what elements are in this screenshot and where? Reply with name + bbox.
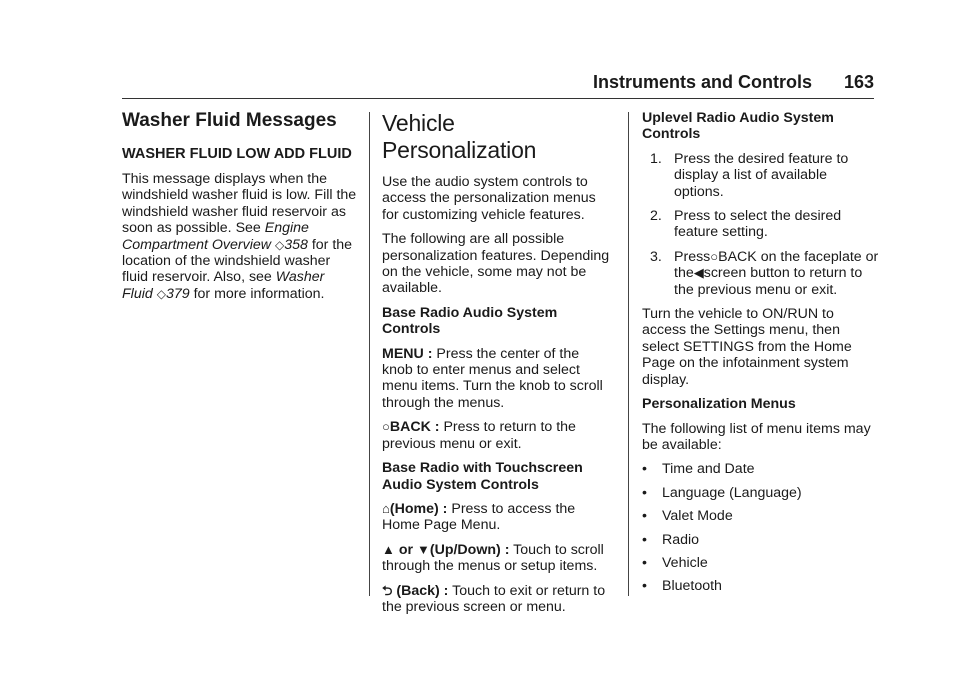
menu-items-list xyxy=(642,461,880,594)
text: This message displays when the windshield washer fluid is low. Fill the windshield washer fluid reservoir as soon as possible. See xyxy=(122,171,357,237)
menu-term: MENU : xyxy=(382,345,433,362)
list-item xyxy=(642,208,880,241)
home-text: Press to access the Home Page Menu. xyxy=(382,500,576,534)
down-arrow-icon: ▼ xyxy=(416,541,430,557)
features-paragraph: The following are all possible personalization features. Depending on the vehicle, some may not be available. xyxy=(382,231,610,297)
step-text: screen button to return to the previous menu or exit. xyxy=(674,265,863,298)
bullet: • xyxy=(642,484,647,501)
bullet: • xyxy=(642,531,647,548)
list-item xyxy=(642,461,880,477)
bullet: • xyxy=(642,554,647,571)
bullet: • xyxy=(642,461,647,478)
section-heading: Vehicle Personalization xyxy=(382,110,537,163)
back-arrow-icon: ⮌ xyxy=(382,582,393,598)
home-icon: ⌂ xyxy=(382,500,390,516)
list-item xyxy=(642,249,880,298)
xref-link[interactable]: Engine Compartment Overview xyxy=(122,220,309,253)
back-pointer-icon: ◀ xyxy=(693,265,704,281)
section-title: Instruments and Controls xyxy=(592,72,812,92)
backtouch-term: (Back) : xyxy=(396,582,449,599)
list-item xyxy=(642,578,880,594)
up-arrow-icon: ▲ xyxy=(382,541,395,557)
back-text: Press to return to the previous menu or exit. xyxy=(382,419,576,452)
washer-paragraph xyxy=(122,171,357,302)
section-heading: Washer Fluid Messages xyxy=(122,110,337,131)
page-header xyxy=(122,72,874,96)
menu-entry xyxy=(382,346,612,412)
uplevel-heading: Uplevel Radio Audio System Controls xyxy=(642,110,834,143)
or-text: or xyxy=(398,541,414,558)
menu-item-label: Valet Mode xyxy=(662,508,733,525)
step-number: 1. xyxy=(650,150,662,167)
message-heading: WASHER FLUID LOW ADD FLUID xyxy=(122,146,352,162)
menu-item-label: Bluetooth xyxy=(662,578,722,595)
back-icon: ○ xyxy=(382,419,390,435)
list-item xyxy=(642,555,880,571)
header-rule xyxy=(122,98,874,99)
intro-paragraph: Use the audio system controls to access the personalization menus for customizing vehicle features. xyxy=(382,174,596,223)
step-text: Press xyxy=(674,248,711,265)
page-ref[interactable]: 358 xyxy=(284,236,308,253)
page-ref-icon: ◇ xyxy=(274,237,285,252)
list-item xyxy=(642,532,880,548)
backtouch-entry xyxy=(382,583,612,616)
column-personalization xyxy=(382,110,612,623)
menu-item-label: Time and Date xyxy=(662,461,755,478)
menu-item-label: Radio xyxy=(662,531,700,548)
text: for more information. xyxy=(189,285,325,302)
updown-text: Touch to scroll through the menus or setup items. xyxy=(382,541,604,575)
xref-link[interactable]: Washer Fluid xyxy=(122,269,325,302)
list-item xyxy=(642,508,880,524)
step-text: Press to select the desired feature setting. xyxy=(674,208,842,241)
step-number: 2. xyxy=(650,208,662,225)
bullet: • xyxy=(642,508,647,525)
menus-heading: Personalization Menus xyxy=(642,396,796,413)
updown-term: (Up/Down) : xyxy=(429,541,510,558)
list-item xyxy=(642,485,880,501)
column-divider xyxy=(628,112,629,596)
back-entry xyxy=(382,419,612,452)
step-text: Press the desired feature to display a list of available options. xyxy=(674,150,849,200)
menu-item-label: Language (Language) xyxy=(662,484,802,501)
home-entry xyxy=(382,501,612,534)
touchscreen-heading: Base Radio with Touchscreen Audio System Controls xyxy=(382,460,583,493)
base-radio-heading: Base Radio Audio System Controls xyxy=(382,304,558,338)
page-number: 163 xyxy=(843,72,874,92)
menu-text: Press the center of the knob to enter menus and select menu items. Turn the knob to scroll through the menus. xyxy=(382,345,603,411)
menus-intro: The following list of menu items may be available: xyxy=(642,420,871,453)
column-uplevel xyxy=(642,110,880,602)
settings-paragraph: Turn the vehicle to ON/RUN to access the Settings menu, then select SETTINGS from the Home Page on the infotainment system display. xyxy=(642,306,852,388)
home-term: (Home) : xyxy=(389,500,448,517)
column-washer-fluid xyxy=(122,110,357,310)
updown-entry xyxy=(382,542,612,575)
steps-list xyxy=(642,151,880,298)
text: for the location of the windshield washer fluid reservoir. Also, see xyxy=(122,236,353,286)
back-icon: ○ xyxy=(710,248,719,264)
step-number: 3. xyxy=(650,248,662,265)
backtouch-text: Touch to exit or return to the previous screen or menu. xyxy=(382,582,606,615)
column-divider xyxy=(369,112,370,596)
list-item xyxy=(642,151,880,200)
page-ref-icon: ◇ xyxy=(156,286,166,301)
menu-item-label: Vehicle xyxy=(662,554,708,571)
bullet: • xyxy=(642,578,647,595)
step-text: BACK on the faceplate or the xyxy=(674,248,879,282)
page-ref[interactable]: 379 xyxy=(165,285,190,302)
back-term: BACK : xyxy=(389,419,440,436)
